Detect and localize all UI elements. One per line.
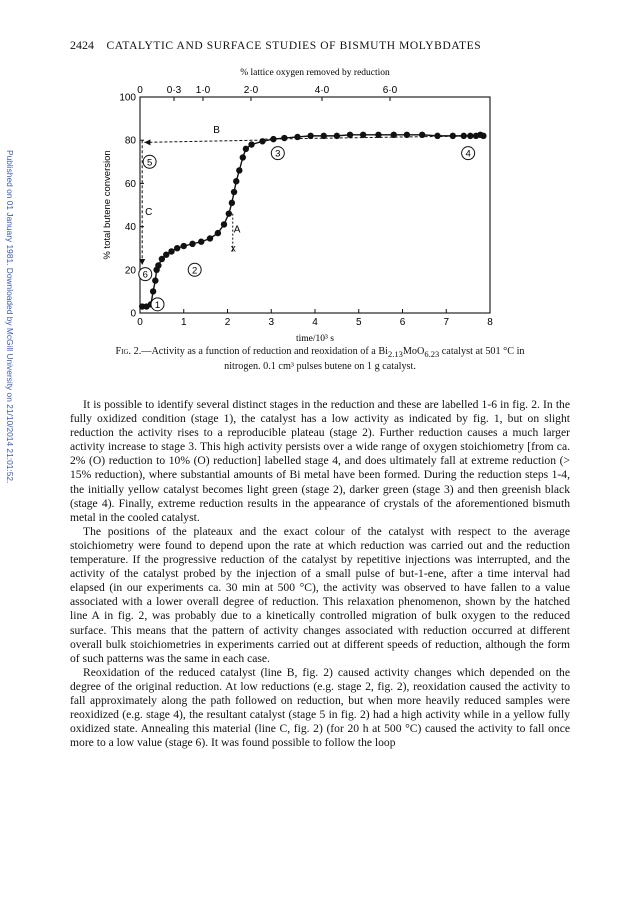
caption-sub-2: 6.23 bbox=[424, 349, 440, 360]
data-point bbox=[150, 288, 156, 294]
activity-curve bbox=[142, 135, 483, 307]
page-number: 2424 bbox=[70, 38, 94, 52]
data-point bbox=[231, 189, 237, 195]
data-point bbox=[434, 133, 440, 139]
figure-caption bbox=[70, 346, 570, 373]
top-tick-label: 6·0 bbox=[382, 85, 398, 96]
caption-text-1b: MoO bbox=[402, 346, 425, 357]
running-title: CATALYTIC AND SURFACE STUDIES OF BISMUTH MOLYBDATES bbox=[106, 40, 482, 52]
stage-label: 3 bbox=[275, 148, 281, 160]
caption-text-1c: catalyst at 501 °C in bbox=[439, 346, 525, 357]
data-point bbox=[233, 178, 239, 184]
top-tick-label: 2·0 bbox=[243, 85, 259, 96]
top-tick-label: 0·3 bbox=[166, 85, 182, 96]
caption-text-1: —Activity as a function of reduction and reoxidation of a Bi bbox=[141, 346, 388, 357]
data-point bbox=[168, 248, 174, 254]
line-b-arrowhead bbox=[144, 139, 150, 145]
caption-sub-1: 2.13 bbox=[387, 349, 403, 360]
data-point bbox=[174, 245, 180, 251]
data-point bbox=[243, 146, 249, 152]
activity-chart bbox=[70, 60, 570, 350]
data-point bbox=[152, 277, 158, 283]
line-label: B bbox=[213, 124, 220, 136]
top-axis-title: % lattice oxygen removed by reduction bbox=[240, 68, 390, 78]
x-tick-label: 0 bbox=[137, 317, 143, 328]
top-tick-label: 4·0 bbox=[314, 85, 330, 96]
download-notice[interactable]: Published on 01 January 1981. Downloaded by McGill University on 21/10/2014 21:01:52. bbox=[5, 150, 15, 484]
y-tick-label: 0 bbox=[130, 308, 136, 320]
line-label: A bbox=[233, 224, 241, 236]
x-axis-title: time/10³ s bbox=[296, 334, 334, 344]
stage-label: 4 bbox=[465, 148, 471, 160]
x-tick-label: 3 bbox=[268, 317, 275, 328]
stage-label: 6 bbox=[142, 269, 148, 281]
paragraph: It is possible to identify several distinct stages in the reduction and these are labelled 1-6 in fig. 2. In the fully oxidized condition (stage 1), the catalyst has a low activity as indicated by fig. 1, but on slight reduction the activity rises to a reproducible plateau (stage 2). Further reduction causes a much larger activity increase to stage 3. This high activity persists over a wide range of oxygen stoichiometry [from ca. 2% (O) reduction to 10% (O) reduction] labelled stage 4, and does ultimately fall at extreme reduction (> 15% reduction), where substantial amounts of Bi metal have been formed. During the reduction steps 1-4, the initially yellow catalyst becomes light green (stage 2), darker green (stage 3) and then greenish black (stage 4). Finally, extreme reduction results in the appearance of crystals of the aforementioned bismuth metal in the cooled catalyst. bbox=[70, 398, 570, 524]
running-header bbox=[70, 38, 570, 53]
y-tick-label: 80 bbox=[124, 135, 136, 147]
data-point bbox=[240, 154, 246, 160]
y-tick-label: 40 bbox=[124, 222, 136, 234]
data-point bbox=[226, 210, 232, 216]
data-point bbox=[198, 239, 204, 245]
data-point bbox=[236, 167, 242, 173]
caption-prefix: Fig. 2. bbox=[115, 346, 142, 357]
stage-label: 2 bbox=[192, 265, 198, 277]
x-tick-label: 8 bbox=[487, 317, 493, 328]
data-point bbox=[294, 134, 300, 140]
paragraph: The positions of the plateaux and the exact colour of the catalyst with respect to the average stoichiometry were found to depend upon the rate at which reduction was carried out and the reduction temperature. If the progressive reduction of the catalyst by repetitive injections was interrupted, and the activity of the catalyst probed by the injection of a small pulse of but-1-ene, after a time interval had elapsed (in our experiments ca. 30 min at 500 °C), the activity was observed to have fallen to a value associated with a lower overall degree of reduction. This relaxation phenomenon, shown by the hatched line A in fig. 2, was probably due to a kinetically controlled migration of bulk oxygen to the reduced surface. This means that the pattern of activity changes associated with reduction occurred at different overall bulk stoichiometries in experiments carried out at different speeds of reduction, although the form of such patterns was the same in each case. bbox=[70, 524, 570, 665]
data-point bbox=[248, 141, 254, 147]
x-tick-label: 2 bbox=[224, 317, 231, 328]
top-tick-label: 1·0 bbox=[195, 85, 211, 96]
y-tick-label: 100 bbox=[119, 92, 136, 104]
x-tick-label: 5 bbox=[355, 317, 362, 328]
data-point bbox=[229, 200, 235, 206]
top-tick-label: 0 bbox=[137, 85, 143, 96]
x-tick-label: 1 bbox=[180, 317, 187, 328]
data-point bbox=[207, 235, 213, 241]
x-tick-label: 7 bbox=[443, 317, 450, 328]
y-axis-title: % total butene conversion bbox=[102, 150, 113, 260]
line-label: x bbox=[230, 243, 236, 255]
data-point bbox=[215, 230, 221, 236]
caption-text-2: nitrogen. 0.1 cm³ pulses butene on 1 g catalyst. bbox=[224, 360, 416, 372]
data-point bbox=[189, 241, 195, 247]
stage-label: 5 bbox=[146, 157, 153, 169]
data-point bbox=[155, 262, 161, 268]
data-point bbox=[360, 132, 366, 138]
paragraph: Reoxidation of the reduced catalyst (line B, fig. 2) caused activity changes which depended on the degree of the original reduction. At low reductions (e.g. stage 2, fig. 2), reoxidation caused the activity to fall approximately along the path followed on reduction, but when more heavily reduced samples were reoxidized (e.g. stage 4), the resultant catalyst (stage 5 in fig. 2) had a high activity while in a yellow fully oxidized state. Annealing this material (line C, fig. 2) (for 20 h at 500 °C) caused the activity to fall once more to a low value (stage 6). It was found possible to follow the loop bbox=[70, 665, 570, 750]
body-text bbox=[70, 398, 570, 750]
stage-label: 1 bbox=[154, 299, 161, 311]
data-point bbox=[221, 221, 227, 227]
y-tick-label: 60 bbox=[124, 178, 136, 190]
line-b-reoxidation bbox=[144, 140, 258, 142]
data-point bbox=[480, 133, 486, 139]
data-point bbox=[281, 135, 287, 141]
data-point bbox=[181, 243, 187, 249]
data-point bbox=[347, 132, 353, 138]
y-tick-label: 20 bbox=[124, 265, 136, 277]
x-tick-label: 6 bbox=[399, 317, 406, 328]
line-label: C bbox=[145, 206, 153, 218]
plot-frame bbox=[140, 97, 490, 313]
x-tick-label: 4 bbox=[312, 317, 318, 328]
figure-2 bbox=[70, 60, 570, 350]
download-watermark bbox=[5, 150, 17, 710]
